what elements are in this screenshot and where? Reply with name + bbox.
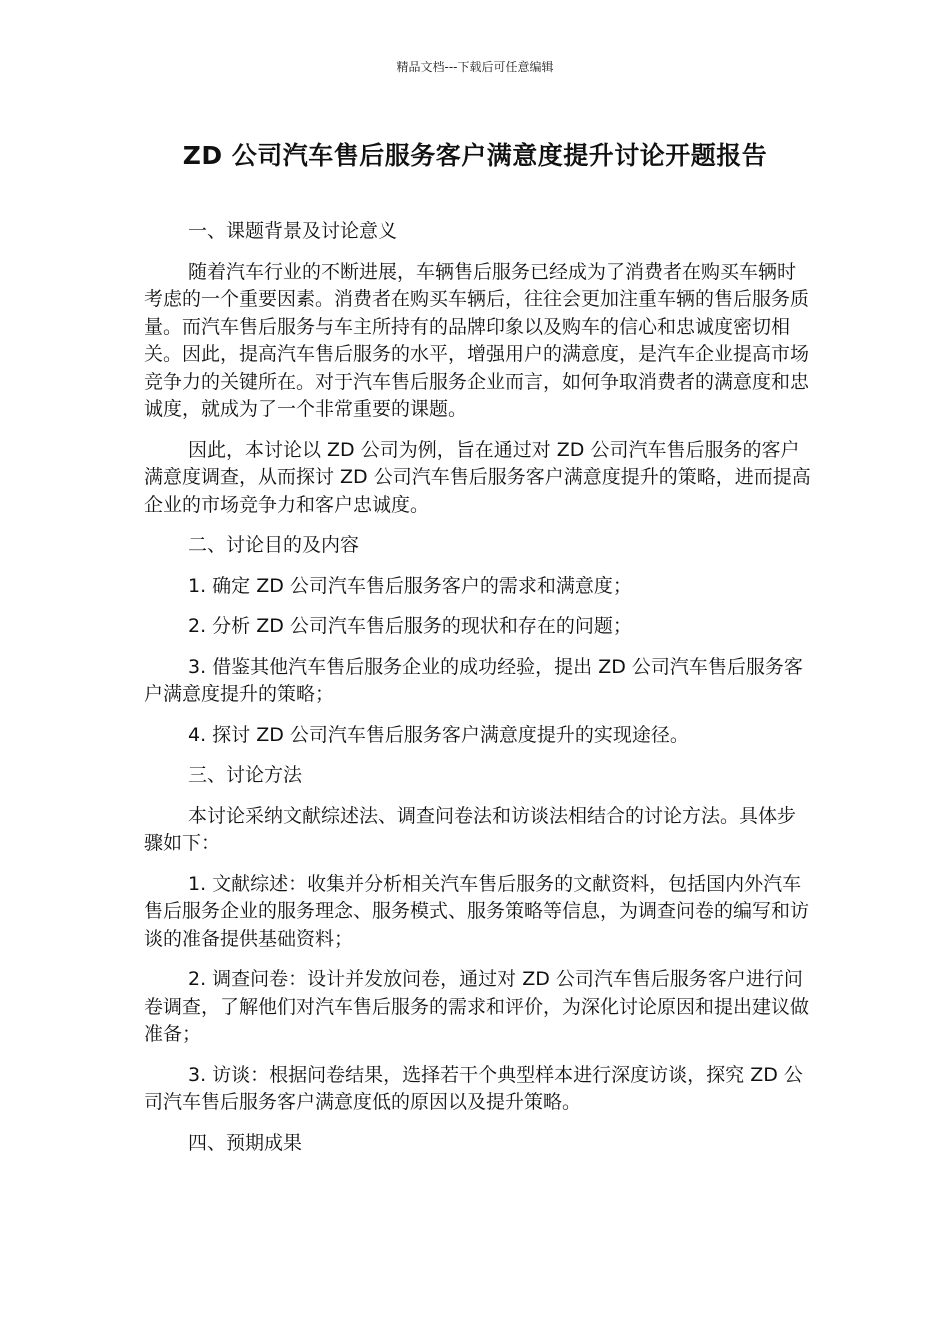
section-heading-expected-results: 四、预期成果: [188, 1131, 303, 1154]
paragraph-background: 随着汽车行业的不断进展，车辆售后服务已经成为了消费者在购买车辆时考虑的一个重要因素。消费者在购买车辆后，往往会更加注重车辆的售后服务质量。而汽车售后服务与车主所持有的品牌印象以及购车的信心和忠诚度密切相关。因此，提高汽车售后服务的水平，增强用户的满意度，是汽车企业提高市场竞争力的关键所在。对于汽车售后服务企业而言，如何争取消费者的满意度和忠诚度，就成为了一个非常重要的课题。: [144, 260, 810, 420]
section-heading-background: 一、课题背景及讨论意义: [188, 220, 398, 242]
objective-item-3: 3. 借鉴其他汽车售后服务企业的成功经验，提出 ZD 公司汽车售后服务客户满意度提升的策略；: [144, 655, 803, 705]
header-note: 精品文档---下载后可任意编辑: [396, 60, 554, 74]
document-title: ZD 公司汽车售后服务客户满意度提升讨论开题报告: [182, 141, 768, 170]
method-item-3: 3. 访谈：根据问卷结果，选择若干个典型样本进行深度访谈，探究 ZD 公司汽车售后服务客户满意度低的原因以及提升策略。: [144, 1063, 803, 1113]
section-heading-objectives: 二、讨论目的及内容: [188, 534, 360, 556]
objective-item-2: 2. 分析 ZD 公司汽车售后服务的现状和存在的问题；: [188, 615, 632, 637]
section-heading-methods: 三、讨论方法: [188, 764, 303, 786]
document-body: [144, 218, 814, 1170]
method-item-1: 1. 文献综述：收集并分析相关汽车售后服务的文献资料，包括国内外汽车售后服务企业的服务理念、服务模式、服务策略等信息，为调查问卷的编写和访谈的准备提供基础资料；: [144, 872, 810, 950]
method-item-2: 2. 调查问卷：设计并发放问卷，通过对 ZD 公司汽车售后服务客户进行问卷调查，了解他们对汽车售后服务的需求和评价，为深化讨论原因和提出建议做准备；: [144, 968, 810, 1045]
objective-item-1: 1. 确定 ZD 公司汽车售后服务客户的需求和满意度；: [188, 574, 632, 597]
objective-item-4: 4. 探讨 ZD 公司汽车售后服务客户满意度提升的实现途径。: [188, 723, 689, 746]
paragraph-purpose-intro: 因此，本讨论以 ZD 公司为例，旨在通过对 ZD 公司汽车售后服务的客户满意度调查，从而探讨 ZD 公司汽车售后服务客户满意度提升的策略，进而提高企业的市场竞争力和客户忠诚度。: [144, 438, 811, 516]
paragraph-methods-intro: 本讨论采纳文献综述法、调查问卷法和访谈法相结合的讨论方法。具体步骤如下：: [144, 804, 797, 854]
